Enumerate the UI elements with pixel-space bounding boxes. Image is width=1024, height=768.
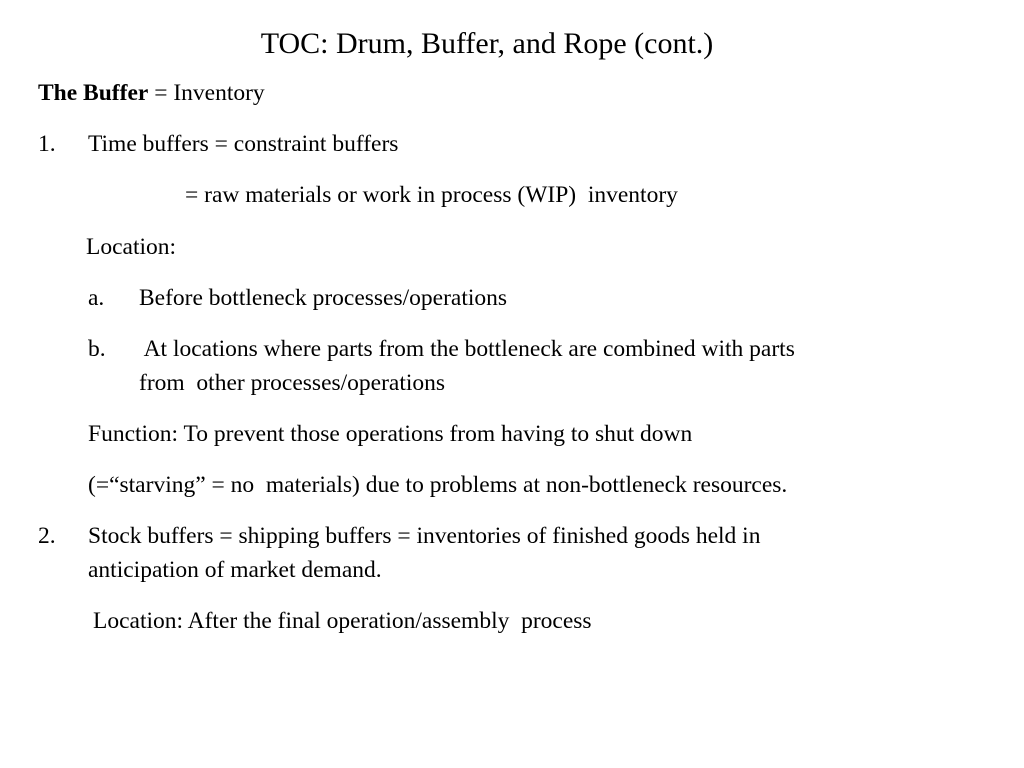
item-1-continuation: = raw materials or work in process (WIP) inventory bbox=[185, 182, 678, 208]
item-2-line-1: Stock buffers = shipping buffers = inventories of finished goods held in bbox=[88, 523, 761, 549]
item-1-number: 1. bbox=[38, 131, 56, 157]
function-line-2: (=“starving” = no materials) due to problems at non-bottleneck resources. bbox=[88, 472, 788, 498]
item-1-text: Time buffers = constraint buffers bbox=[88, 131, 399, 157]
item-2-number: 2. bbox=[38, 523, 56, 549]
item-2-line-2: anticipation of market demand. bbox=[88, 557, 382, 583]
sub-a-text: Before bottleneck processes/operations bbox=[139, 285, 508, 311]
function-line-1: Function: To prevent those operations from having to shut down bbox=[88, 421, 693, 447]
sub-a-marker: a. bbox=[88, 285, 105, 311]
buffer-heading-rest: = Inventory bbox=[148, 80, 265, 106]
buffer-heading-bold: The Buffer bbox=[38, 80, 149, 106]
sub-b-line-1: At locations where parts from the bottleneck are combined with parts bbox=[139, 336, 795, 362]
sub-b-line-2: from other processes/operations bbox=[139, 370, 446, 396]
item-2-location: Location: After the final operation/assembly process bbox=[93, 608, 592, 634]
sub-b-marker: b. bbox=[88, 336, 106, 362]
buffer-heading bbox=[38, 76, 265, 110]
slide-title: TOC: Drum, Buffer, and Rope (cont.) bbox=[260, 27, 714, 60]
item-1-location-label: Location: bbox=[86, 234, 177, 260]
